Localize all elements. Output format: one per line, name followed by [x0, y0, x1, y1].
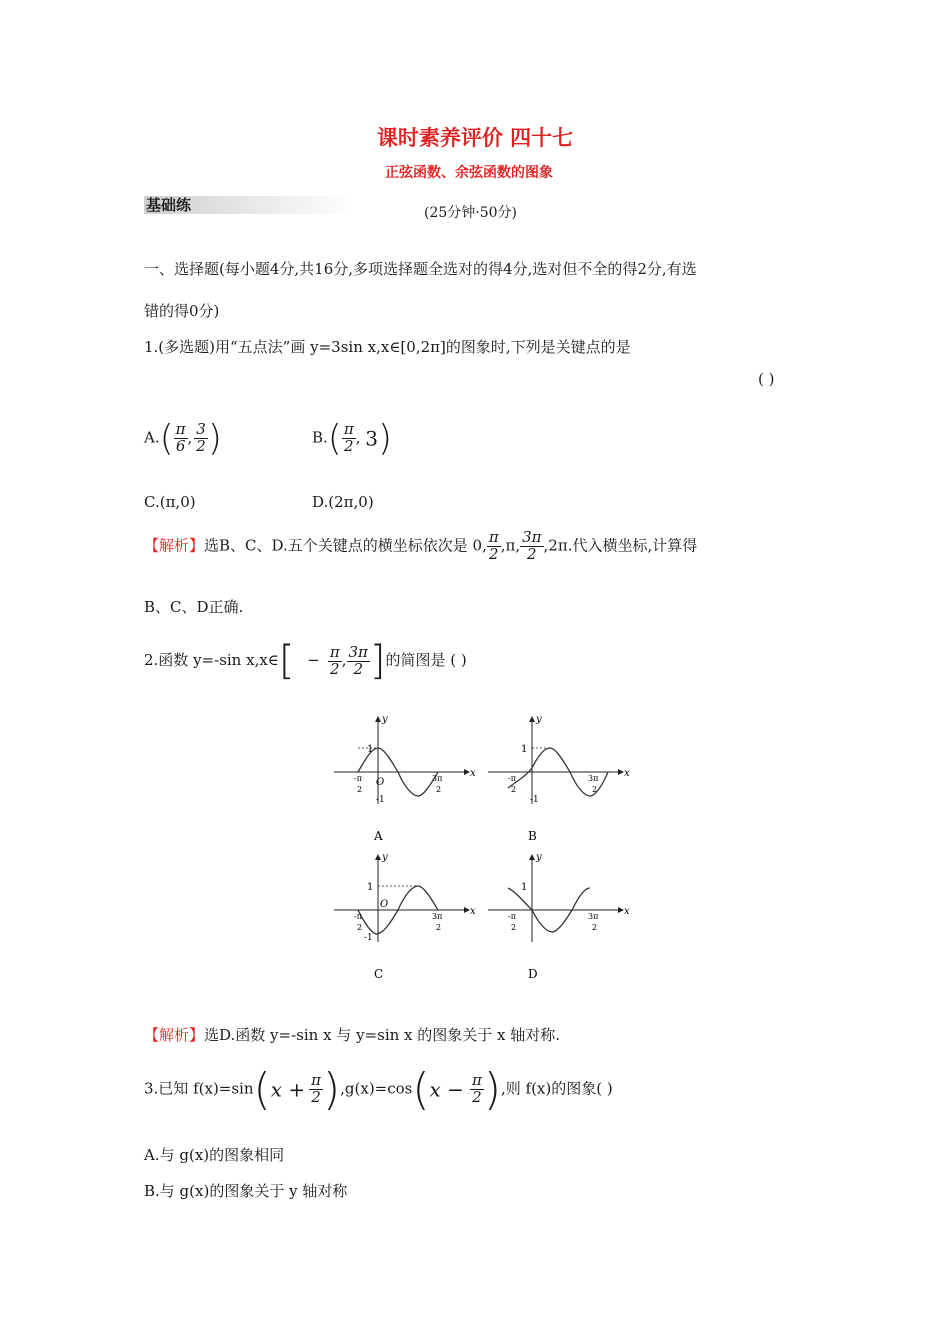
math-expr: x +	[270, 1077, 306, 1102]
q2-graphs	[320, 712, 640, 984]
tick-3pi-num: 3π	[588, 912, 599, 921]
graph-b	[488, 714, 630, 843]
graph-c-label: C	[374, 967, 384, 981]
analysis-tag: 【解析】	[144, 1026, 205, 1044]
paren-open: (	[159, 418, 174, 459]
tick-3pi-den: 2	[592, 785, 598, 794]
q2-stem: 2.函数 y=-sin x,x∈[ − $\frac{\pi}{2}$ , $\frac{3\pi}{2}$ ]的简图是 ( )	[144, 638, 467, 684]
tick-neg-one: -1	[530, 795, 539, 805]
origin-label: O	[380, 899, 389, 910]
paren-close: )	[377, 418, 393, 459]
graph-a	[334, 714, 476, 843]
axis-y-label: y	[382, 714, 388, 725]
q1-option-a: A.( $\frac{\pi}{6}$ , $\frac{3}{2}$ )	[144, 418, 222, 459]
tick-neg-pi-num: -π	[354, 912, 362, 921]
tick-3pi-den: 2	[436, 923, 442, 932]
tick-one: 1	[367, 882, 374, 893]
tick-3pi-den: 2	[436, 785, 442, 794]
tick-neg-pi-den: 2	[357, 923, 363, 932]
q1-analysis-line2: B、C、D正确.	[144, 598, 244, 616]
analysis-text: ,π,	[500, 536, 521, 555]
q3-stem-text: ,则 f(x)的图象( )	[500, 1079, 613, 1098]
axis-x-label: x	[470, 768, 476, 779]
minus-sign: −	[307, 651, 320, 669]
page-title: 课时素养评价 四十七	[376, 126, 574, 150]
section-heading-line1: 一、选择题(每小题4分,共16分,多项选择题全选对的得4分,选对但不全的得2分,有选	[144, 260, 697, 278]
q3-option-b: B.与 g(x)的图象关于 y 轴对称	[144, 1182, 348, 1200]
fraction: $\frac{\pi}{6}$	[175, 420, 186, 455]
graph-d-label: D	[528, 967, 538, 981]
axis-x-label: x	[470, 906, 476, 917]
q3-stem	[144, 1064, 613, 1115]
paren-close: )	[322, 1064, 341, 1115]
paren-open: (	[327, 418, 342, 459]
tick-3pi-num: 3π	[432, 774, 443, 783]
fraction: $\frac{3\pi}{2}$	[348, 642, 368, 678]
graph-b-label: B	[528, 829, 537, 843]
q1-option-a-label: A.	[144, 428, 160, 447]
fraction: $\frac{\pi}{2}$	[488, 528, 499, 563]
axis-y-label: y	[382, 852, 388, 863]
tick-neg-pi-num: -π	[508, 912, 516, 921]
tick-neg-pi-den: 2	[511, 785, 517, 794]
analysis-text: 选D.函数 y=-sin x 与 y=sin x 的图象关于 x 轴对称.	[204, 1026, 561, 1044]
math-expr: x −	[429, 1077, 464, 1102]
q1-option-b-value: 3	[365, 426, 378, 451]
axis-x-label: x	[624, 768, 630, 779]
tick-3pi-num: 3π	[588, 774, 599, 783]
tick-one: 1	[521, 744, 528, 755]
tick-neg-pi-num: -π	[354, 774, 362, 783]
tick-3pi-num: 3π	[432, 912, 443, 921]
analysis-text: ,2π.代入横坐标,计算得	[543, 536, 698, 555]
origin-label: O	[376, 777, 385, 788]
q1-option-d: D.(2π,0)	[312, 493, 374, 511]
tick-neg-one: -1	[376, 795, 385, 805]
q1-answer-blank: ( )	[758, 370, 775, 388]
section-label-bar	[144, 194, 354, 214]
tick-neg-pi-den: 2	[357, 785, 363, 794]
axis-y-label: y	[536, 714, 542, 725]
q2-stem-text: 2.函数 y=-sin x,x∈	[144, 651, 279, 669]
fraction: $\frac{\pi}{2}$	[471, 1071, 482, 1106]
tick-3pi-den: 2	[592, 923, 598, 932]
analysis-text: 选B、C、D.五个关键点的横坐标依次是 0,	[204, 536, 487, 555]
q3-stem-text: ,g(x)=cos	[340, 1079, 413, 1098]
graph-c	[334, 852, 476, 981]
paren-close: )	[207, 418, 222, 459]
q3-stem-text: 3.已知 f(x)=sin	[144, 1079, 254, 1098]
bracket-close: ]	[369, 638, 386, 684]
fraction: $\frac{\pi}{2}$	[311, 1071, 321, 1106]
fraction: $\frac{3}{2}$	[196, 420, 206, 455]
tick-one: 1	[521, 882, 528, 893]
fraction: $\frac{\pi}{2}$	[329, 642, 340, 678]
graph-a-label: A	[374, 829, 383, 843]
q1-option-c: C.(π,0)	[144, 493, 196, 511]
time-score: (25分钟·50分)	[424, 205, 518, 221]
graph-d	[488, 852, 630, 981]
paren-open: (	[412, 1064, 430, 1115]
tick-one: 1	[367, 744, 374, 755]
q1-analysis	[144, 530, 697, 563]
q2-stem-text: 的简图是 ( )	[385, 651, 467, 669]
analysis-tag: 【解析】	[144, 536, 205, 555]
page-subtitle: 正弦函数、余弦函数的图象	[385, 165, 553, 181]
tick-neg-pi-num: -π	[508, 774, 516, 783]
section-heading-line2: 错的得0分)	[144, 302, 220, 320]
tick-neg-pi-den: 2	[511, 923, 517, 932]
q3-option-a: A.与 g(x)的图象相同	[144, 1146, 285, 1164]
paren-close: )	[483, 1064, 501, 1115]
q2-analysis	[144, 1024, 560, 1045]
fraction: $\frac{\pi}{2}$	[343, 420, 354, 455]
section-label: 基础练	[146, 196, 192, 214]
fraction: $\frac{3\pi}{2}$	[522, 528, 542, 563]
q1-stem: 1.(多选题)用“五点法”画 y=3sin x,x∈[0,2π]的图象时,下列是关键点的是	[144, 338, 631, 356]
axis-x-label: x	[624, 906, 630, 917]
q1-option-b-label: B.	[312, 428, 328, 447]
axis-y-label: y	[536, 852, 542, 863]
q1-option-b: B.( $\frac{\pi}{2}$ , 3)	[312, 418, 393, 459]
paren-open: (	[253, 1064, 271, 1115]
bracket-open: [	[278, 638, 295, 684]
tick-neg-one: -1	[364, 933, 373, 943]
